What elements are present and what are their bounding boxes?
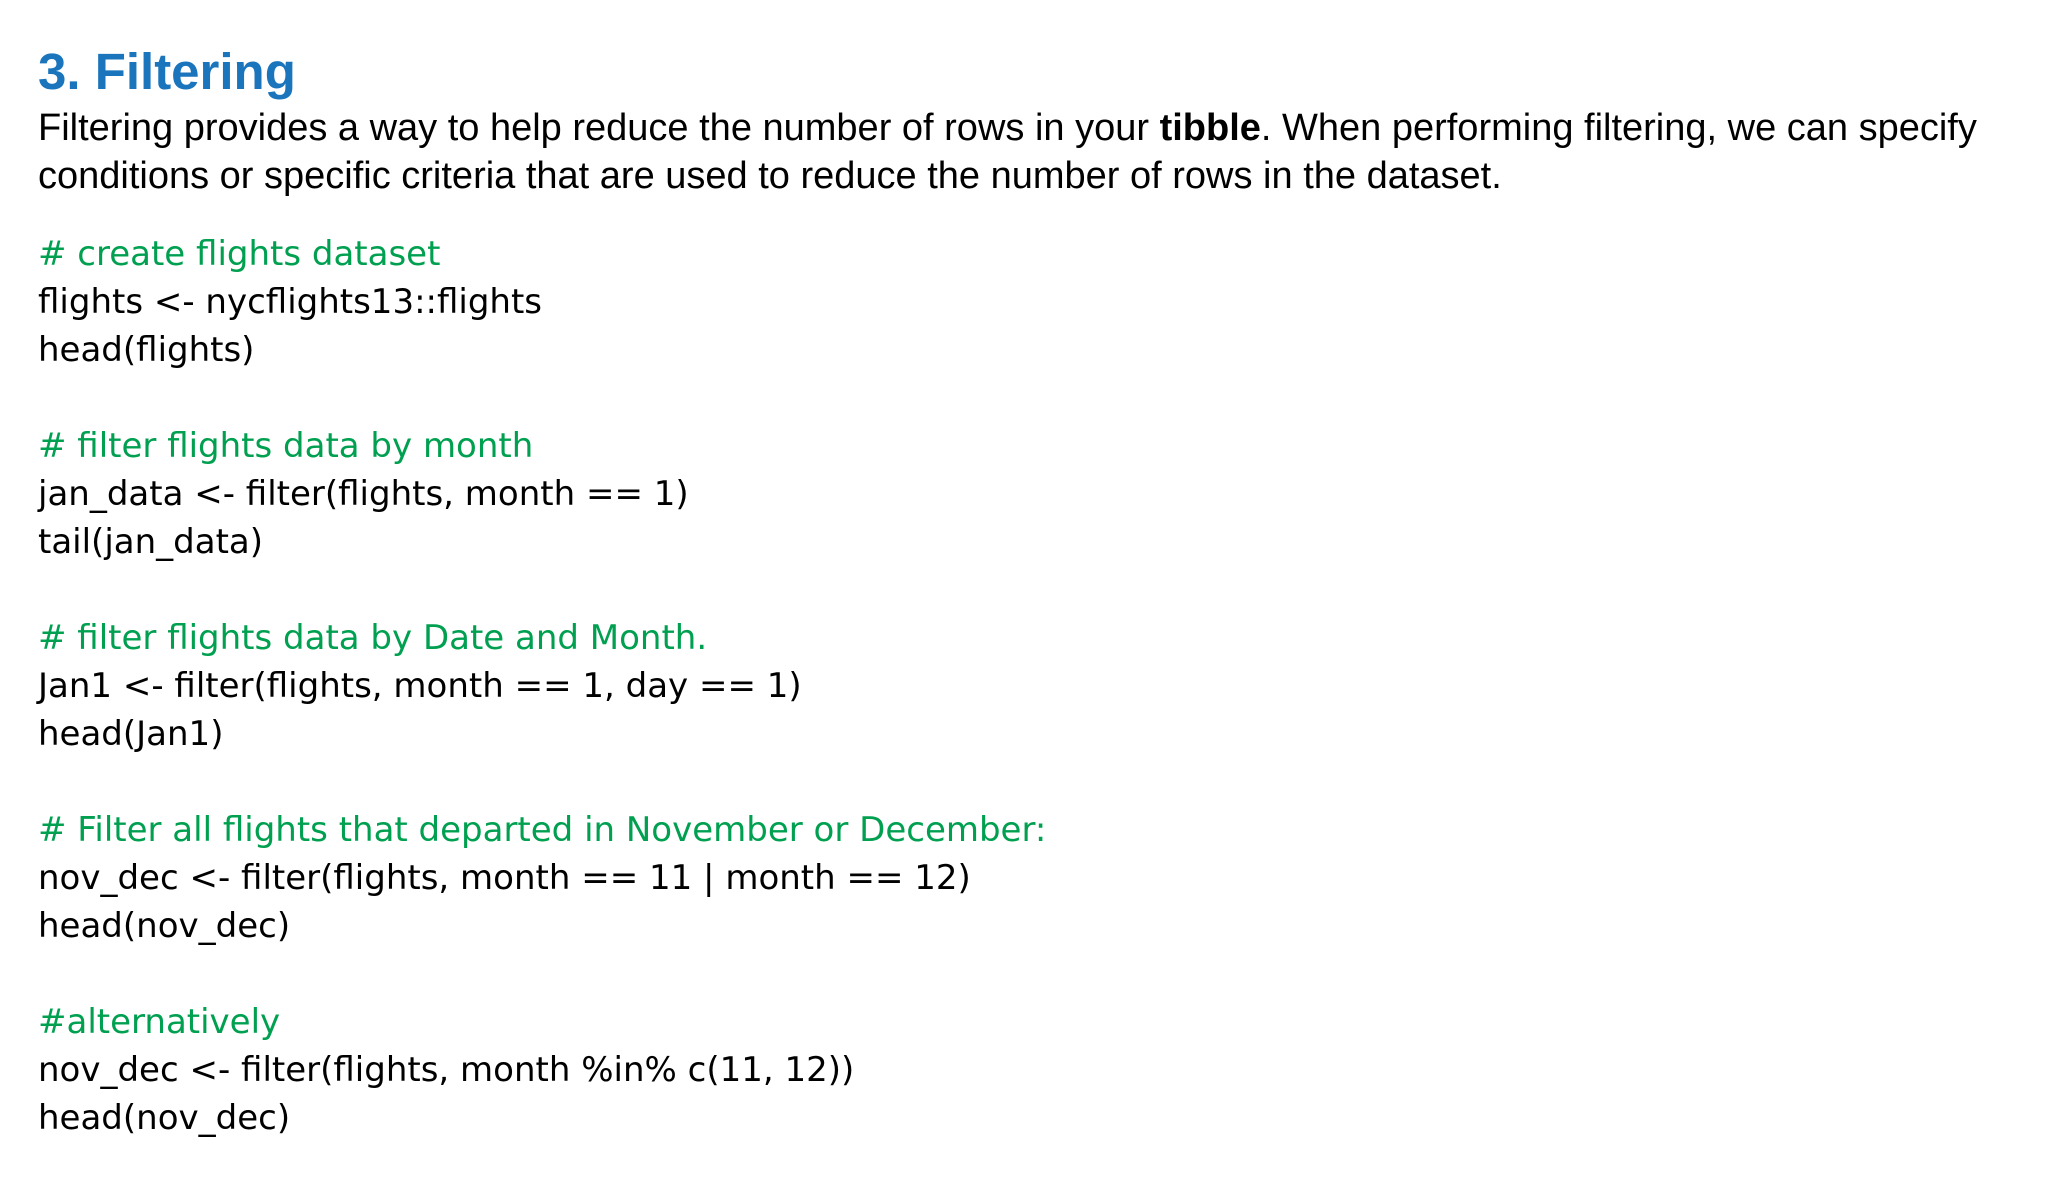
- code-block: [38, 614, 1938, 758]
- intro-text-after: . When performing filtering, we can specify conditions or specific criteria that are used to reduce the number of rows in the dataset.: [38, 107, 1977, 197]
- code-line: jan_data <- filter(flights, month == 1): [38, 474, 689, 514]
- code-comment: #alternatively: [38, 1002, 281, 1042]
- code-block: [38, 806, 1938, 950]
- code-line: nov_dec <- filter(flights, month == 11 | month == 12): [38, 858, 971, 898]
- code-line: Jan1 <- filter(flights, month == 1, day == 1): [38, 666, 802, 706]
- code-line: nov_dec <- filter(flights, month %in% c(11, 12)): [38, 1050, 855, 1090]
- slide-title: 3. Filtering: [38, 43, 296, 100]
- code-listing: [38, 230, 1938, 1190]
- intro-paragraph: [38, 104, 2018, 200]
- intro-bold-term: tibble: [1159, 107, 1261, 149]
- code-comment: # filter flights data by month: [38, 426, 534, 466]
- code-line: head(nov_dec): [38, 1098, 291, 1138]
- code-line: head(nov_dec): [38, 906, 291, 946]
- intro-text-before: Filtering provides a way to help reduce the number of rows in your: [38, 107, 1160, 149]
- code-comment: # Filter all flights that departed in November or December:: [38, 810, 1047, 850]
- code-line: tail(jan_data): [38, 522, 264, 562]
- code-block: [38, 422, 1938, 566]
- code-comment: # create flights dataset: [38, 234, 441, 274]
- code-block: [38, 230, 1938, 374]
- code-comment: # filter flights data by Date and Month.: [38, 618, 708, 658]
- code-block: [38, 998, 1938, 1142]
- code-line: head(Jan1): [38, 714, 224, 754]
- code-line: head(flights): [38, 330, 255, 370]
- code-line: flights <- nycflights13::flights: [38, 282, 543, 322]
